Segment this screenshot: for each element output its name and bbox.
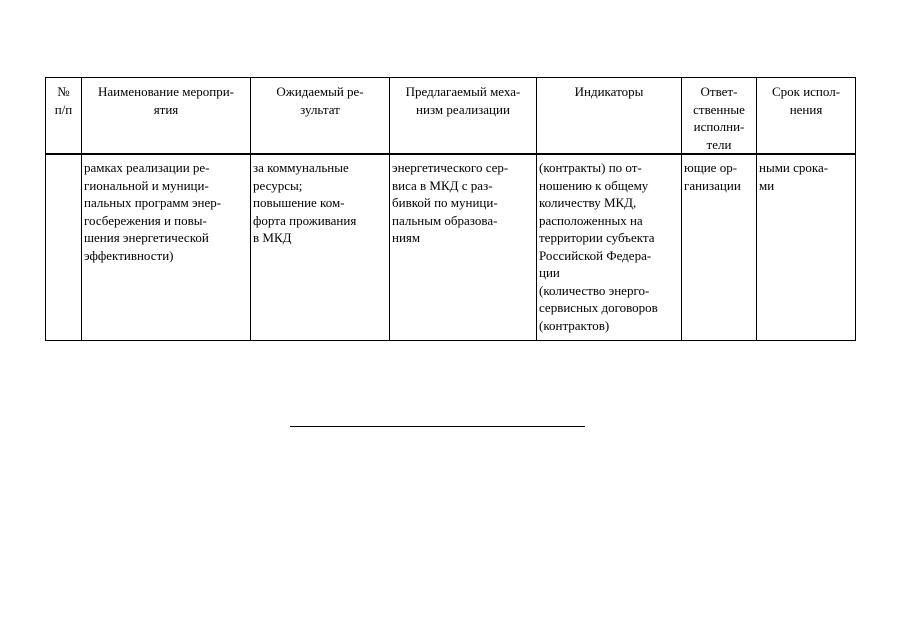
cell-expected-result-text: за коммунальные ресурсы; повышение ком- форта проживания в МКД (253, 160, 357, 245)
cell-indicators (537, 154, 682, 340)
cell-deadline (757, 154, 856, 340)
cell-deadline-text: ными срока- ми (759, 160, 829, 193)
measures-table (45, 77, 856, 341)
header-deadline (757, 78, 856, 155)
header-expected-result (251, 78, 390, 155)
cell-responsible (682, 154, 757, 340)
cell-mechanism-text: энергетического сер- виса в МКД с раз- бивкой по муници- пальным образова- ниям (392, 160, 509, 245)
header-measure-name (82, 78, 251, 155)
header-number-text: № п/п (54, 84, 73, 117)
header-responsible (682, 78, 757, 155)
header-mechanism-text: Предлагаемый меха- низм реализации (405, 84, 521, 117)
header-responsible-text: Ответ- ственные исполни- тели (693, 84, 745, 152)
header-indicators-text: Индикаторы (574, 84, 644, 99)
cell-measure-name (82, 154, 251, 340)
cell-responsible-text: ющие ор- ганизации (684, 160, 741, 193)
header-deadline-text: Срок испол- нения (771, 84, 841, 117)
cell-mechanism (390, 154, 537, 340)
header-measure-name-text: Наименование меропри- ятия (98, 84, 234, 117)
header-expected-result-text: Ожидаемый ре- зультат (276, 84, 364, 117)
table-row (46, 154, 856, 340)
header-number (46, 78, 82, 155)
cell-measure-name-text: рамках реализации ре- гиональной и муници- пальных программ энер- госбережения и повы- шения энергетической эффективности) (84, 160, 222, 263)
footer-separator-line (290, 426, 585, 427)
header-mechanism (390, 78, 537, 155)
cell-number (46, 154, 82, 340)
cell-expected-result (251, 154, 390, 340)
table-header-row (46, 78, 856, 155)
header-indicators (537, 78, 682, 155)
cell-indicators-text: (контракты) по от- ношению к общему количеству МКД, расположенных на территории субъекта Российской Федера- ции (количество энерго- сервисных договоров (контрактов) (539, 160, 658, 333)
